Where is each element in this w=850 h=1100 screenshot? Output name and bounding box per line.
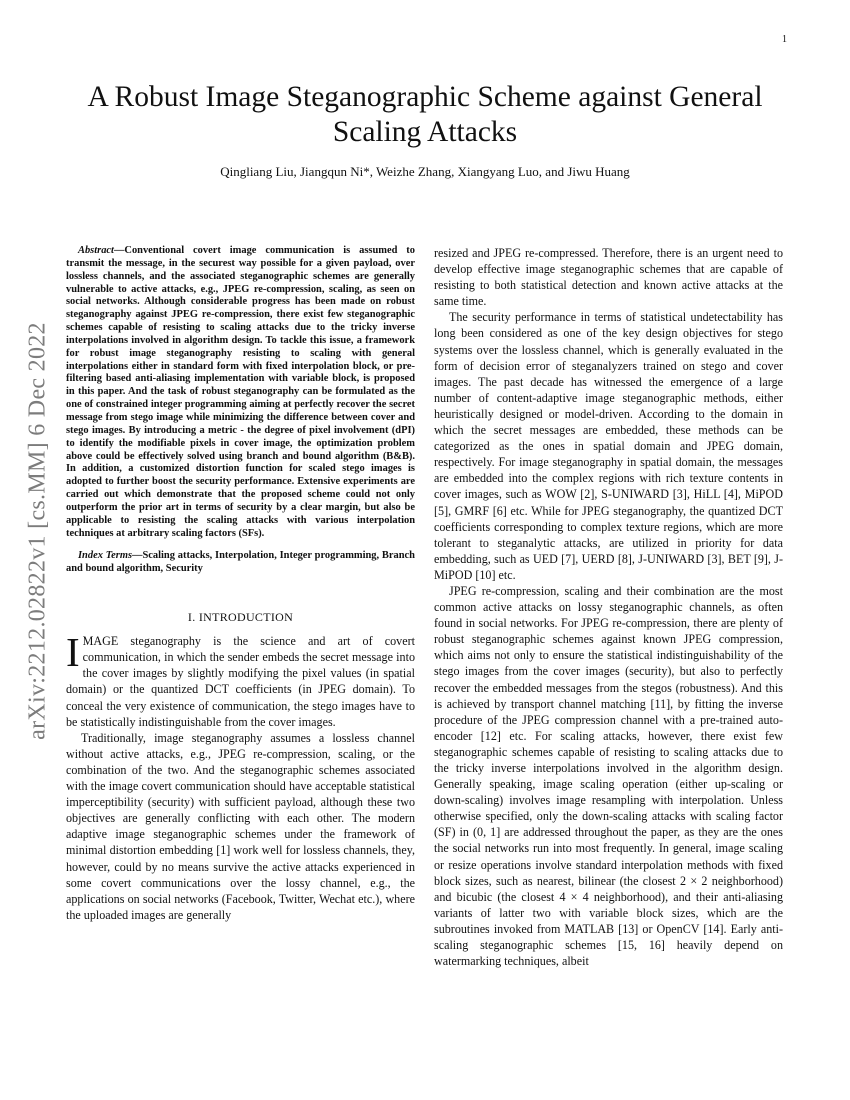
intro-paragraph-2: Traditionally, image steganography assumes a lossless channel without active attacks, e.g., JPEG re-compression, scaling, or the combination of the two. And the steganographic schemes associated with the image covert communication should have acceptable statistical imperceptibility (security) with sufficient payload, although these two objectives are generally conflicting with each other. The modern adaptive image steganographic schemes under the framework of minimal distortion embedding [1] work well for lossless channels, they, however, could by no means survive the active attacks experienced in some covert communications over the lossy channel, e.g., the applications on social networks (Facebook, Twitter, Wechat etc.), where the uploaded images are generally [66,730,415,922]
arxiv-identifier-stamp[interactable] [22,286,54,776]
abstract-text: —Conventional covert image communication is assumed to transmit the message, in the securest way possible for a given payload, over lossless channels, and the associated steganographic schemes are generally vulnerable to active attacks, e.g., JPEG re-compression, scaling, as seen on social networks. Although considerable progress has been made on robust steganography against JPEG re-compression, there exist few steganographic schemes capable of resisting to scaling attacks due to the tricky inverse interpolations involved in algorithm design. To tackle this issue, a framework for robust image steganography resisting to scaling with general interpolations either in standard form with fixed interpolation block, or pre-filtering based anti-aliasing implementation with variable block, is proposed in this paper. And the task of robust steganography can be formulated as the one of constrained integer programming aiming at perfectly recover the secret message from stego image while minimizing the difference between cover and stego images. By introducing a metric - the degree of pixel involvement (dPI) to identify the modifiable pixels in cover image, the optimization problem above could be effectively solved using branch and bound algorithm (B&B). In addition, a customized distortion function for scaled stego images is adopted to further boost the security performance. Extensive experiments are carried out which demonstrate that the proposed scheme could not only outperform the prior art in terms of security by a clear margin, but also be applicable to resisting the scaling attacks with various interpolation techniques at arbitrary scaling factors (SFs). [66,245,415,539]
section-numeral: I. [187,610,196,625]
section-title-first-letter: I [198,610,204,625]
drop-cap: I [66,629,80,676]
intro-paragraph-4: JPEG re-compression, scaling and their combination are the most common active attacks on lossy steganographic channels, as often found in social networks. For JPEG re-compression, there are plenty of robust steganographic schemes against known JPEG compression, which aims not only to ensure the statistical indistinguishability of the stego images from the cover images (security), but also to perfectly recover the embedded messages from the stegos (robustness). And this is achieved by transport channel matching [11], by fitting the inverse procedure of the JPEG compression channel with a pre-trained auto-encoder [12] etc. For scaling attacks, however, there exist few steganographic schemes capable of resisting to scaling attacks due to the tricky inverse interpolations involved in the algorithm design. Generally speaking, image scaling operation (either up-scaling or down-scaling) involves image resampling with interpolation. Unless otherwise specified, only the down-scaling attacks with scaling factor (SF) in (0, 1] are addressed throughout the paper, as they are the ones the social networks run into most frequently. In general, image scaling or resize operations involve standard interpolation methods with fixed block sizes, such as nearest, bilinear (the closest 2 × 2 neighborhood) and bicubic (the closest 4 × 4 neighborhood), and their anti-aliasing variants of latter two with variable block sizes, which are the subroutines invoked from MATLAB [13] or OpenCV [14]. Early anti-scaling steganographic schemes [15, 16] heavily depend on watermarking techniques, albeit [434,583,783,969]
paper-title: A Robust Image Steganographic Scheme against General Scaling Attacks [87,81,763,148]
intro-paragraph-2-continued: resized and JPEG re-compressed. Therefore, there is an urgent need to develop effective image steganographic schemes that are capable of resisting to both statistical detection and known active attacks at the same time. [434,246,783,309]
page-number: 1 [782,34,787,45]
intro-paragraph-1-text: MAGE steganography is the science and art of covert communication, in which the sender embeds the secret message into the cover images by slightly modifying the pixel values (in spatial domain) or the quantized DCT coefficients (in JPEG domain). To conceal the very existence of communication, the stego images have to be statistically indistinguishable from the cover images. [66,634,415,729]
section-title-rest: NTRODUCTION [203,610,294,625]
intro-paragraph-3: The security performance in terms of statistical undetectability has long been considered as one of the key design objectives for stego systems over the lossless channel, which is generally evaluated in the form of decision error of steganalyzers trained on stego and cover images. The past decade has witnessed the emergence of a large number of content-adaptive image steganographic methods, either heuristically designed or model-driven. According to the domain in which the secret messages are embedded, these methods can be categorized as the ones in spatial domain and JPEG domain, respectively. For image steganography in spatial domain, the messages are embedded into the complex regions with rich texture contents in cover images, such as WOW [2], S-UNIWARD [3], HiLL [4], MiPOD [5], GMRF [6] etc. While for JPEG steganography, the quantized DCT coefficients corresponding to complex texture regions, which are more tolerant to steganalytic attacks, are utilized in priority for data embedding, such as UED [7], UERD [8], J-UNIWARD [3], BET [9], J-MiPOD [10] etc. [434,310,783,582]
index-terms-label: Index Terms [78,550,133,562]
abstract-label: Abstract [78,245,114,256]
right-column [434,245,783,969]
index-terms-text: —Scaling attacks, Interpolation, Integer programming, Branch and bound algorithm, Security [66,550,415,575]
arxiv-identifier-text: arXiv:2212.02822v1 [cs.MM] 6 Dec 2022 [24,322,51,740]
author-list: Qingliang Liu, Jiangqun Ni*, Weizhe Zhang, Xiangyang Luo, and Jiwu Huang [220,164,630,179]
section-heading-introduction [66,609,415,625]
left-column [66,245,415,923]
index-terms [66,550,415,576]
intro-paragraph-1 [66,629,415,730]
abstract [66,245,415,540]
